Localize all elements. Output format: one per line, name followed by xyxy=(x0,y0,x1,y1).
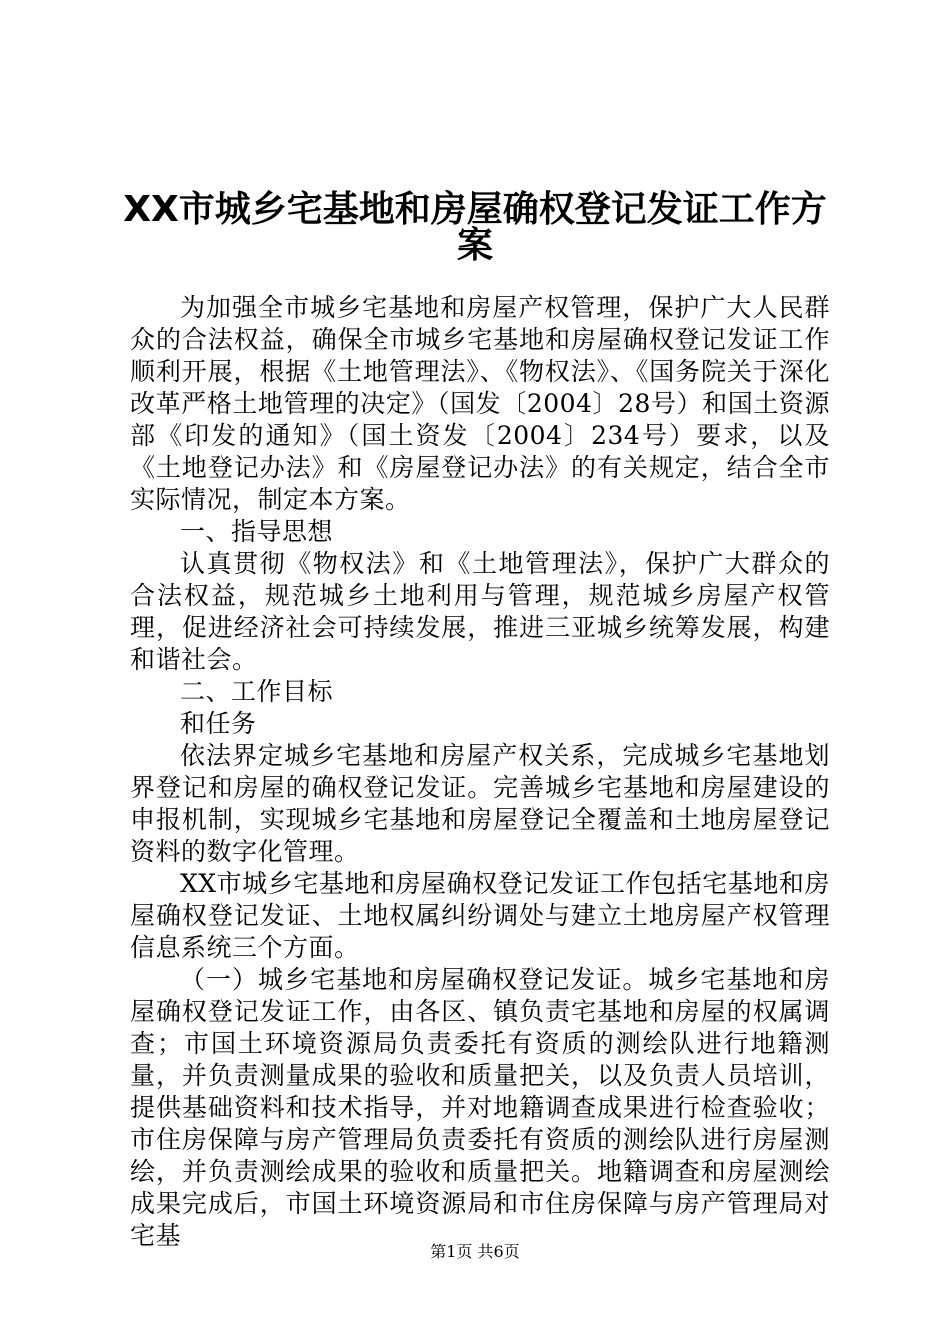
intro-paragraph: 为加强全市城乡宅基地和房屋产权管理，保护广大人民群众的合法权益，确保全市城乡宅基地和房屋确权登记发证工作顺利开展，根据《土地管理法》、《物权法》、《国务院关于深化改革严格土地管理的决定》（国发〔2004〕28号）和国土资源部《印发的通知》（国土资发〔2004〕234号）要求，以及《土地登记办法》和《房屋登记办法》的有关规定，结合全市实际情况，制定本方案。 xyxy=(130,293,830,514)
section-heading-guiding-ideology: 一、指导思想 xyxy=(180,517,334,546)
section-heading-work-goals-continued: 和任务 xyxy=(180,709,257,738)
section-heading-work-goals: 二、工作目标 xyxy=(180,677,334,706)
work-goals-paragraph: 依法界定城乡宅基地和房屋产权关系，完成城乡宅基地划界登记和房屋的确权登记发证。完善城乡宅基地和房屋建设的申报机制，实现城乡宅基地和房屋登记全覆盖和土地房屋登记资料的数字化管理。 xyxy=(130,741,830,866)
page-footer: 第1页 共6页 xyxy=(430,1242,520,1261)
document-title-line-1: XX市城乡宅基地和房屋确权登记发证工作方 xyxy=(123,189,827,230)
document-title-line-2: 案 xyxy=(456,225,493,266)
guiding-ideology-paragraph: 认真贯彻《物权法》和《土地管理法》，保护广大群众的合法权益，规范城乡土地利用与管理，规范城乡房屋产权管理，促进经济社会可持续发展，推进三亚城乡统筹发展，构建和谐社会。 xyxy=(130,549,830,674)
scope-paragraph: XX市城乡宅基地和房屋确权登记发证工作包括宅基地和房屋确权登记发证、土地权属纠纷调处与建立土地房屋产权管理信息系统三个方面。 xyxy=(130,869,830,962)
document-body xyxy=(130,292,830,1252)
registration-paragraph: （一）城乡宅基地和房屋确权登记发证。城乡宅基地和房屋确权登记发证工作，由各区、镇负责宅基地和房屋的权属调查；市国土环境资源局负责委托有资质的测绘队进行地籍测量，并负责测量成果的验收和质量把关，以及负责人员培训，提供基础资料和技术指导，并对地籍调查成果进行检查验收；市住房保障与房产管理局负责委托有资质的测绘队进行房屋测绘，并负责测绘成果的验收和质量把关。地籍调查和房屋测绘成果完成后，市国土环境资源局和市住房保障与房产管理局对宅基 xyxy=(130,965,830,1250)
